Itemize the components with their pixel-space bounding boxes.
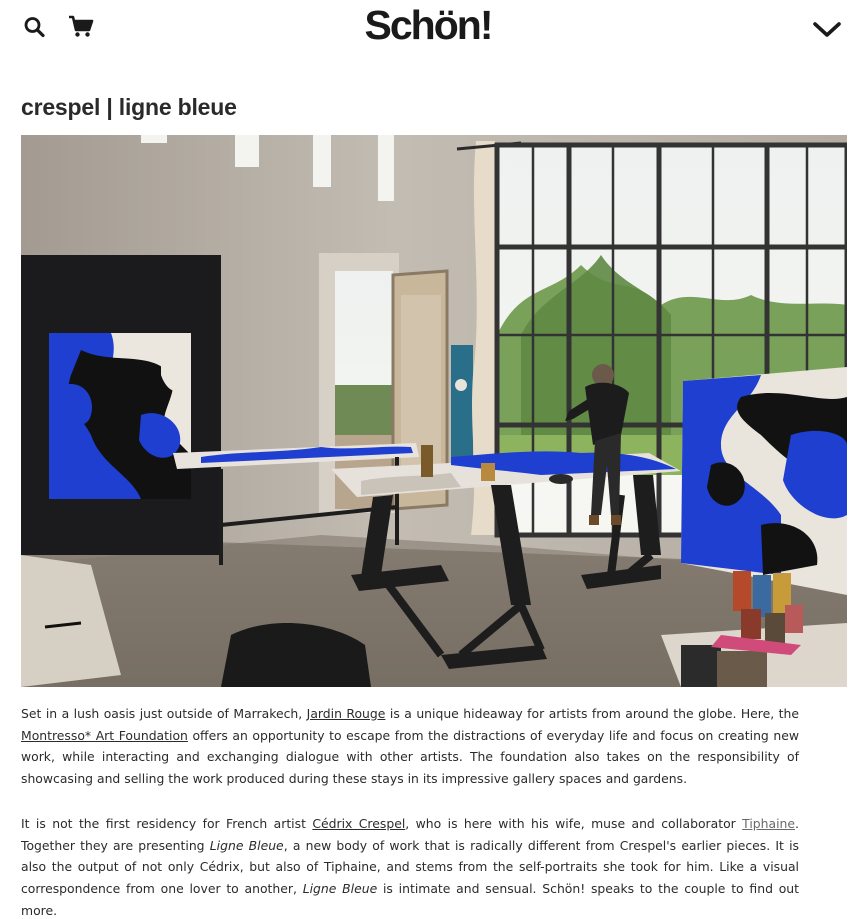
link-montresso-art-foundation[interactable]: Montresso* Art Foundation (21, 727, 188, 743)
work-title: Ligne Bleue (302, 880, 378, 896)
link-cedrix-crespel[interactable]: Cédrix Crespel (312, 815, 406, 831)
text-segment: It is not the first residency for French artist (21, 815, 313, 831)
chevron-down-icon[interactable] (810, 16, 844, 42)
hero-image (21, 135, 847, 687)
article-paragraph-1 (21, 703, 799, 790)
text-segment: , a new body of work that is radically different from Crespel's earlier pieces. It is also the output of not only Cédrix, but also of Tiphaine, and stems from the self-portraits she took for him. Like a visual correspondence from one lover to another, (21, 837, 800, 896)
article-title: crespel | ligne bleue (21, 94, 237, 120)
article-body (21, 703, 799, 919)
site-logo[interactable]: Schön! (364, 2, 492, 48)
text-segment: offers an opportunity to escape from the distractions of everyday life and focus on creating new work, while interacting and exchanging dialogue with other artists. The foundation also takes on the responsibility of showcasing and selling the work produced during these stays in its impressive gallery spaces and gardens. (21, 727, 799, 787)
article-paragraph-2 (21, 813, 799, 919)
text-segment: is a unique hideaway for artists from around the globe. Here, the (385, 706, 799, 721)
link-tiphaine[interactable]: Tiphaine (742, 815, 796, 831)
studio-photo (21, 135, 847, 687)
text-segment: is intimate and sensual. Schön! speaks to the couple to find out more. (21, 880, 799, 918)
text-segment: . Together they are presenting (21, 815, 799, 853)
site-header (0, 0, 856, 60)
work-title: Ligne Bleue (209, 837, 284, 853)
text-segment: Set in a lush oasis just outside of Marrakech, (21, 706, 307, 721)
link-jardin-rouge[interactable]: Jardin Rouge (306, 706, 386, 721)
text-segment: , who is here with his wife, muse and collaborator (405, 815, 743, 831)
